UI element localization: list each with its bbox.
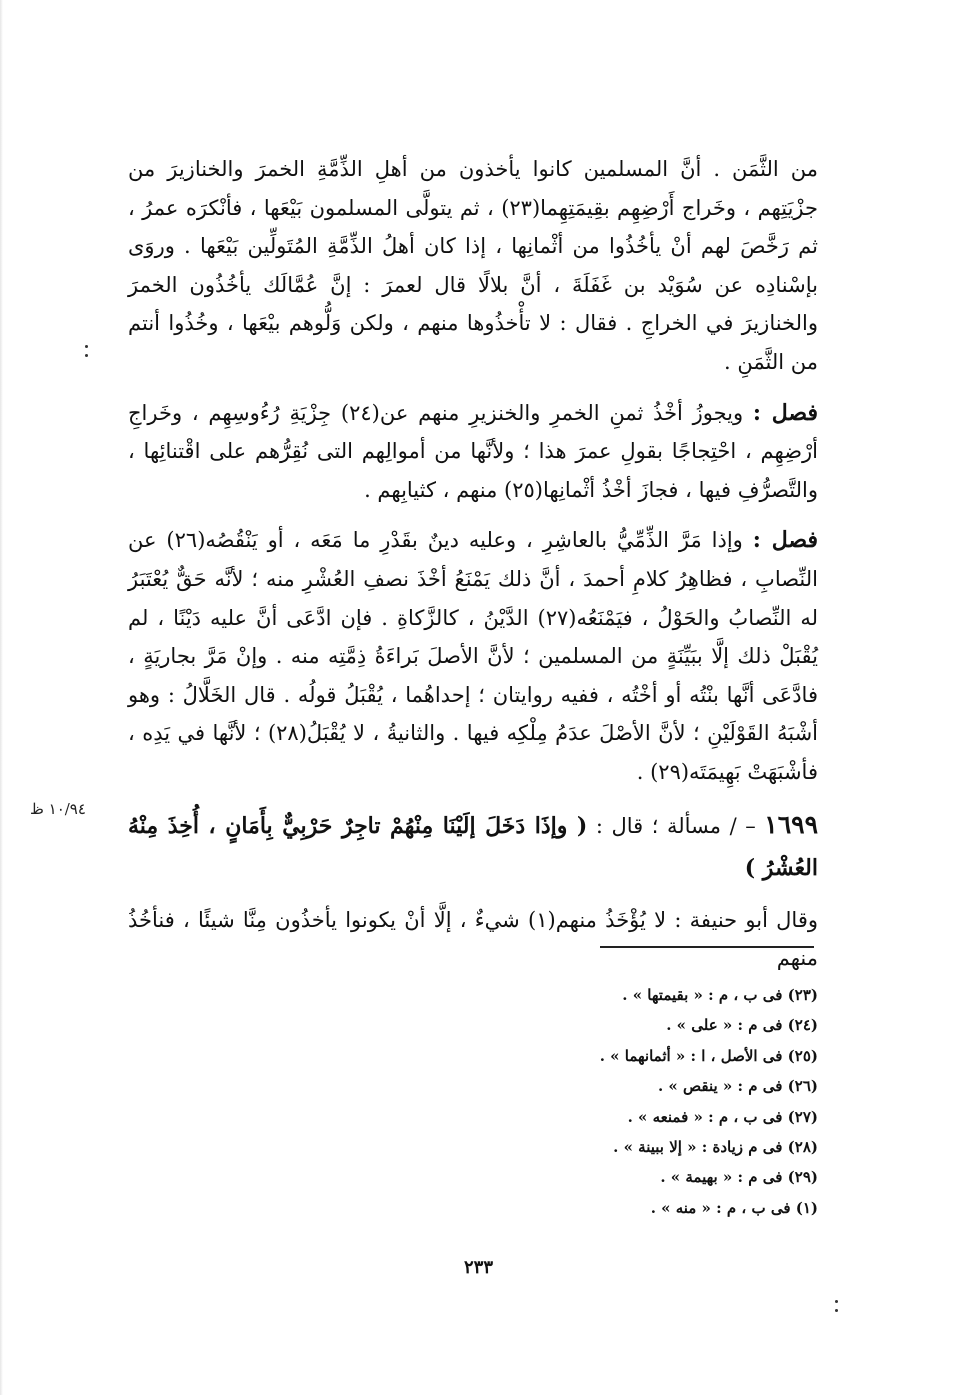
footnote-item: (٢٩) فى م : « بهيمة » . <box>660 1168 818 1187</box>
paragraph-3-text: وإذا مَرَّ الذِّمِّيُّ بالعاشِرِ ، وعليه دينٌ بقَدْرِ ما مَعَه ، أو يَنْقُصُه(٢٦) عن النِّصابِ ، فظاهِرُ كلامِ أحمدَ ، أنَّ ذلك يَمْنَعُ أخْذَ نصفِ العُشْرِ منه ؛ لأنَّه حَقٌّ يُعْتَبَرُ له النِّصابُ والحَوْلُ ، فيَمْنَعُه(٢٧) الدَّيْنُ ، كالزَّكاةِ . فإن ادَّعَى أنَّ عليه دَيْنًا ، لم يُقْبَلْ ذلك إلَّا ببَيِّنَةٍ من المسلمين ؛ لأنَّ الأصلَ بَراءَةُ ذِمَّتِه منه . وإنْ مَرَّ بجاريَةٍ ، فادَّعَى أنَّها بنْتُه أو أخْتُه ، ففيه روايتان ؛ إحداهُما ، يُقْبَلُ قولُه . قال الخَلَّالُ : وهو أشْبَهُ القَوْلَيْنِ ؛ لأنَّ الأصْلَ عدَمُ مِلْكِه فيها . والثانيةُ ، لا يُقْبَلُ(٢٨) ؛ لأنَّها في يَدِه ، فأشْبَهَتْ بَهِيمَتَه(٢٩) . <box>128 528 819 784</box>
page-number: ٢٣٣ <box>463 1257 493 1278</box>
footnote-item: (٢٥) فى الأصل ، ا : « أثمانهما » . <box>599 1046 818 1065</box>
footnote-item: (٢٨) فى م زيادة : « إلا ببينة » . <box>613 1138 818 1157</box>
footnote-item: (٢٧) فى ب ، م : « فمنعه » . <box>627 1107 818 1126</box>
footnote-divider <box>600 946 814 948</box>
scan-dot <box>85 345 88 348</box>
masala-number: ١٦٩٩ <box>764 809 818 839</box>
margin-manuscript-reference: ١٠/٩٤ ظ <box>30 800 86 818</box>
paragraph-2-text: ويجوزُ أخْذُ ثمنِ الخمرِ والخنزيرِ منهم عن(٢٤) جِزْيَةِ رُءُوسِهِم ، وخَراجِ أرْضِهِم ، احْتِجاجًا بقولِ عمرَ هذا ؛ ولأنَّها من أموالِهم التى نُقِرُّهم على اقْتنائِها ، والتَّصرُّفِ فيها ، فجازَ أخْذُ أثْمانِها(٢٥) منهم ، كثيابِهم . <box>128 400 818 502</box>
scan-edge <box>0 0 3 1395</box>
main-text <box>128 150 818 978</box>
footnote-item: (٢٣) فى ب ، م : « بقيمتها » . <box>622 986 818 1004</box>
paragraph-3 <box>128 521 818 791</box>
masala-heading <box>128 804 818 889</box>
masala-intro: – / مسألة ؛ قال : <box>595 813 756 838</box>
scan-dot <box>85 354 88 357</box>
footnote-item: (٢٤) فى م : « على » . <box>666 1016 818 1035</box>
scan-dots-upper <box>85 345 88 365</box>
fasl-label: فصل : <box>752 527 818 554</box>
scan-dot <box>835 1300 838 1303</box>
scan-dots-right <box>835 1300 838 1320</box>
footnote-item: (٢٦) فى م : « ينقص » . <box>657 1077 818 1096</box>
paragraph-2 <box>128 394 818 510</box>
paragraph-4: وقال أبو حنيفة : لا يُؤْخَذُ منهم(١) شيءٌ ، إلَّا أنْ يكونوا يأخذُون مِنَّا شيئًا ، فنأخُذُ منهم <box>128 907 818 971</box>
paragraph-1: من الثَّمَن . أنَّ المسلمين كانوا يأخذون من أهلِ الذِّمَّةِ الخمرَ والخنازيرَ من جزْيَتِهم ، وخَراج أَرْضِهِم بقِيمَتِهِما(٢٣) ، ثم يتولَّى المسلمون بَيْعَها ، فأنْكرَه عمرُ ، ثم رَخَّصَ لهم أنْ يأخُذُوا من أثْمانِها ، إذا كان أهلُ الذِّمَّةِ المُتَولِّين بَيْعَها . وروَى بإسْنادِه عن سُوَيْد بن غَفَلَةَ ، أنَّ بلالًا قال لعمرَ : إنَّ عُمَّالَك يأخُذُون الخمرَ والخنازيرَ في الخراجِ . فقال : لا تأْخذُوها منهم ، ولكن وَلُّوهم بيْعَها ، وخُذُوا أنتم من الثَّمَنِ . <box>128 157 818 374</box>
scan-dot <box>835 1309 838 1312</box>
footnote-item: (١) فى ب ، م : « منه » . <box>650 1198 818 1217</box>
fasl-label: فصل : <box>752 399 818 426</box>
footnotes-list <box>560 980 818 1223</box>
masala-quote: ( وإذَا دَخَلَ إلَيْنَا مِنْهُمْ تاجِرٌ حَرْبِيٌّ بِأَمَانٍ ، أُخِذَ مِنْهُ العُشْرُ ) <box>128 812 818 881</box>
